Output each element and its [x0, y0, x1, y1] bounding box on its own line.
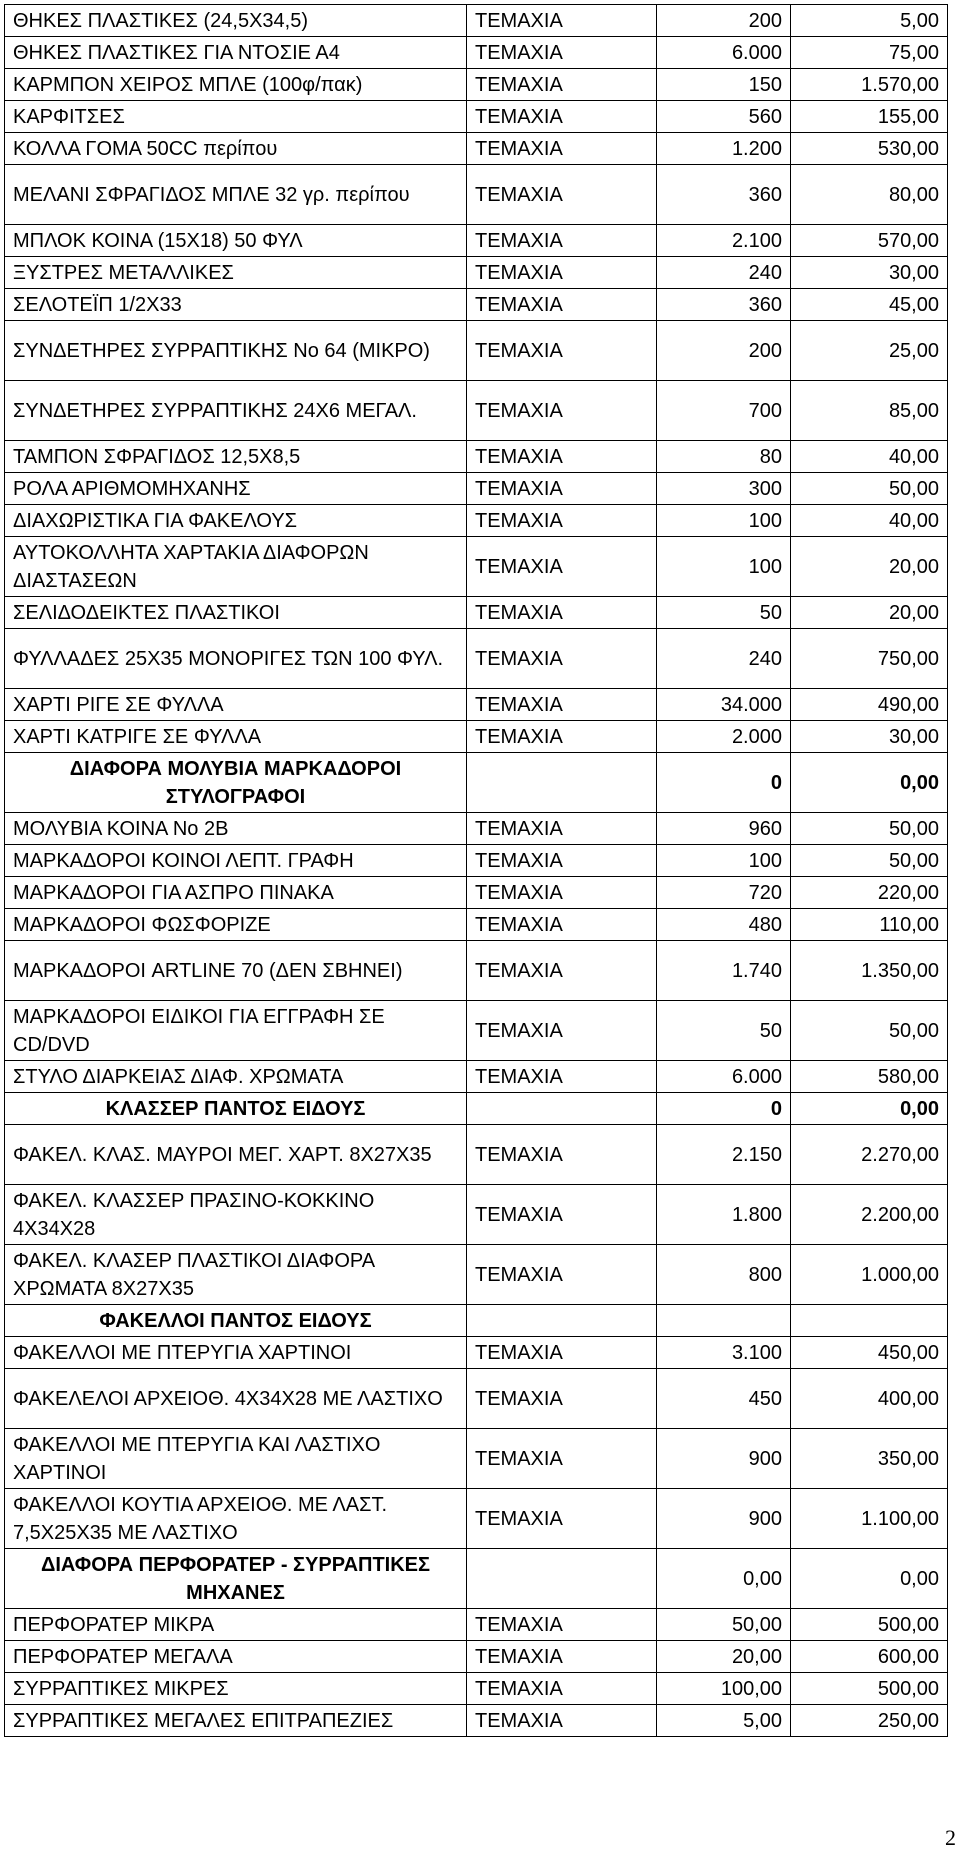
quantity-cell: 960 [657, 813, 791, 845]
quantity-cell: 20,00 [657, 1641, 791, 1673]
unit-cell [467, 1093, 657, 1125]
amount-cell: 1.100,00 [791, 1489, 948, 1549]
table-row [5, 5, 948, 37]
table-row [5, 721, 948, 753]
quantity-cell: 3.100 [657, 1337, 791, 1369]
table-row [5, 257, 948, 289]
item-description-cell: ΦΑΚΕΛ. ΚΛΑΣΣΕΡ ΠΡΑΣΙΝΟ-ΚΟΚΚΙΝΟ 4Χ34Χ28 [5, 1185, 467, 1245]
quantity-cell: 0 [657, 1093, 791, 1125]
unit-cell: ΤΕΜΑΧΙΑ [467, 257, 657, 289]
item-description-cell: ΣΥΡΡΑΠΤΙΚΕΣ ΜΕΓΑΛΕΣ ΕΠΙΤΡΑΠΕΖΙΕΣ [5, 1705, 467, 1737]
table-row [5, 1673, 948, 1705]
quantity-cell: 50,00 [657, 1609, 791, 1641]
quantity-cell: 1.200 [657, 133, 791, 165]
amount-cell: 2.270,00 [791, 1125, 948, 1185]
amount-cell: 220,00 [791, 877, 948, 909]
unit-cell: ΤΕΜΑΧΙΑ [467, 381, 657, 441]
quantity-cell: 0,00 [657, 1549, 791, 1609]
quantity-cell: 300 [657, 473, 791, 505]
amount-cell: 450,00 [791, 1337, 948, 1369]
quantity-cell: 80 [657, 441, 791, 473]
item-description-cell: ΤΑΜΠΟΝ ΣΦΡΑΓΙΔΟΣ 12,5Χ8,5 [5, 441, 467, 473]
item-description-cell: ΔΙΑΦΟΡΑ ΜΟΛΥΒΙΑ ΜΑΡΚΑΔΟΡΟΙ ΣΤΥΛΟΓΡΑΦΟΙ [5, 753, 467, 813]
unit-cell: ΤΕΜΑΧΙΑ [467, 225, 657, 257]
unit-cell: ΤΕΜΑΧΙΑ [467, 165, 657, 225]
item-description-cell: ΣΕΛΙΔΟΔΕΙΚΤΕΣ ΠΛΑΣΤΙΚΟΙ [5, 597, 467, 629]
quantity-cell: 480 [657, 909, 791, 941]
item-description-cell: ΞΥΣΤΡΕΣ ΜΕΤΑΛΛΙΚΕΣ [5, 257, 467, 289]
section-header-row [5, 1305, 948, 1337]
page-number: 2 [945, 1825, 956, 1850]
item-description-cell: ΑΥΤΟΚΟΛΛΗΤΑ ΧΑΡΤΑΚΙΑ ΔΙΑΦΟΡΩΝ ΔΙΑΣΤΑΣΕΩΝ [5, 537, 467, 597]
item-description-cell: ΘΗΚΕΣ ΠΛΑΣΤΙΚΕΣ ΓΙΑ ΝΤΟΣΙΕ Α4 [5, 37, 467, 69]
amount-cell: 75,00 [791, 37, 948, 69]
quantity-cell: 720 [657, 877, 791, 909]
item-description-cell: ΣΥΡΡΑΠΤΙΚΕΣ ΜΙΚΡΕΣ [5, 1673, 467, 1705]
item-description-cell: ΦΑΚΕΛΕΛΟΙ ΑΡΧΕΙΟΘ. 4Χ34Χ28 ΜΕ ΛΑΣΤΙΧΟ [5, 1369, 467, 1429]
unit-cell: ΤΕΜΑΧΙΑ [467, 1609, 657, 1641]
quantity-cell: 360 [657, 289, 791, 321]
table-row [5, 1061, 948, 1093]
amount-cell: 45,00 [791, 289, 948, 321]
item-description-cell: ΧΑΡΤΙ ΡΙΓΕ ΣΕ ΦΥΛΛΑ [5, 689, 467, 721]
amount-cell: 1.570,00 [791, 69, 948, 101]
amount-cell: 490,00 [791, 689, 948, 721]
quantity-cell: 2.150 [657, 1125, 791, 1185]
amount-cell: 20,00 [791, 597, 948, 629]
amount-cell: 0,00 [791, 1093, 948, 1125]
item-description-cell: ΜΕΛΑΝΙ ΣΦΡΑΓΙΔΟΣ ΜΠΛΕ 32 γρ. περίπου [5, 165, 467, 225]
quantity-cell: 1.740 [657, 941, 791, 1001]
quantity-cell: 100 [657, 505, 791, 537]
unit-cell [467, 1549, 657, 1609]
table-row [5, 473, 948, 505]
table-row [5, 37, 948, 69]
quantity-cell: 5,00 [657, 1705, 791, 1737]
amount-cell: 80,00 [791, 165, 948, 225]
table-row [5, 1429, 948, 1489]
unit-cell: ΤΕΜΑΧΙΑ [467, 813, 657, 845]
item-description-cell: ΣΥΝΔΕΤΗΡΕΣ ΣΥΡΡΑΠΤΙΚΗΣ 24Χ6 ΜΕΓΑΛ. [5, 381, 467, 441]
unit-cell: ΤΕΜΑΧΙΑ [467, 877, 657, 909]
quantity-cell: 450 [657, 1369, 791, 1429]
unit-cell: ΤΕΜΑΧΙΑ [467, 473, 657, 505]
item-description-cell: ΦΑΚΕΛ. ΚΛΑΣΕΡ ΠΛΑΣΤΙΚΟΙ ΔΙΑΦΟΡΑ ΧΡΩΜΑΤΑ 8Χ27Χ35 [5, 1245, 467, 1305]
quantity-cell: 200 [657, 321, 791, 381]
item-description-cell: ΚΑΡΦΙΤΣΕΣ [5, 101, 467, 133]
unit-cell: ΤΕΜΑΧΙΑ [467, 101, 657, 133]
section-header-row [5, 1093, 948, 1125]
unit-cell: ΤΕΜΑΧΙΑ [467, 689, 657, 721]
section-header-row [5, 1549, 948, 1609]
unit-cell: ΤΕΜΑΧΙΑ [467, 1125, 657, 1185]
amount-cell: 580,00 [791, 1061, 948, 1093]
item-description-cell: ΔΙΑΧΩΡΙΣΤΙΚΑ ΓΙΑ ΦΑΚΕΛΟΥΣ [5, 505, 467, 537]
unit-cell: ΤΕΜΑΧΙΑ [467, 133, 657, 165]
quantity-cell: 800 [657, 1245, 791, 1305]
item-description-cell: ΣΤΥΛΟ ΔΙΑΡΚΕΙΑΣ ΔΙΑΦ. ΧΡΩΜΑΤΑ [5, 1061, 467, 1093]
unit-cell: ΤΕΜΑΧΙΑ [467, 1061, 657, 1093]
item-description-cell: ΦΑΚΕΛΛΟΙ ΜΕ ΠΤΕΡΥΓΙΑ ΧΑΡΤΙΝΟΙ [5, 1337, 467, 1369]
table-row [5, 629, 948, 689]
item-description-cell: ΘΗΚΕΣ ΠΛΑΣΤΙΚΕΣ (24,5Χ34,5) [5, 5, 467, 37]
quantity-cell: 2.000 [657, 721, 791, 753]
amount-cell: 30,00 [791, 257, 948, 289]
unit-cell: ΤΕΜΑΧΙΑ [467, 289, 657, 321]
item-description-cell: ΠΕΡΦΟΡΑΤΕΡ ΜΙΚΡΑ [5, 1609, 467, 1641]
item-description-cell: ΠΕΡΦΟΡΑΤΕΡ ΜΕΓΑΛΑ [5, 1641, 467, 1673]
amount-cell: 2.200,00 [791, 1185, 948, 1245]
quantity-cell: 34.000 [657, 689, 791, 721]
unit-cell: ΤΕΜΑΧΙΑ [467, 1185, 657, 1245]
quantity-cell: 900 [657, 1489, 791, 1549]
quantity-cell: 200 [657, 5, 791, 37]
item-description-cell: ΦΑΚΕΛΛΟΙ ΚΟΥΤΙΑ ΑΡΧΕΙΟΘ. ΜΕ ΛΑΣΤ. 7,5Χ25Χ35 ΜΕ ΛΑΣΤΙΧΟ [5, 1489, 467, 1549]
unit-cell: ΤΕΜΑΧΙΑ [467, 1245, 657, 1305]
quantity-cell: 560 [657, 101, 791, 133]
quantity-cell: 100,00 [657, 1673, 791, 1705]
quantity-cell: 2.100 [657, 225, 791, 257]
unit-cell: ΤΕΜΑΧΙΑ [467, 505, 657, 537]
quantity-cell: 240 [657, 257, 791, 289]
item-description-cell: ΣΕΛΟΤΕΪΠ 1/2Χ33 [5, 289, 467, 321]
table-row [5, 1245, 948, 1305]
unit-cell [467, 1305, 657, 1337]
table-row [5, 597, 948, 629]
item-description-cell: ΜΑΡΚΑΔΟΡΟΙ ΦΩΣΦΟΡΙΖΕ [5, 909, 467, 941]
table-row [5, 1125, 948, 1185]
item-description-cell: ΜΟΛΥΒΙΑ ΚΟΙΝΑ Νο 2Β [5, 813, 467, 845]
item-description-cell: ΦΑΚΕΛΛΟΙ ΠΑΝΤΟΣ ΕΙΔΟΥΣ [5, 1305, 467, 1337]
unit-cell: ΤΕΜΑΧΙΑ [467, 1337, 657, 1369]
quantity-cell: 240 [657, 629, 791, 689]
amount-cell: 5,00 [791, 5, 948, 37]
table-row [5, 537, 948, 597]
quantity-cell: 150 [657, 69, 791, 101]
amount-cell: 155,00 [791, 101, 948, 133]
table-row [5, 133, 948, 165]
unit-cell: ΤΕΜΑΧΙΑ [467, 909, 657, 941]
amount-cell: 530,00 [791, 133, 948, 165]
table-row [5, 289, 948, 321]
amount-cell: 1.000,00 [791, 1245, 948, 1305]
unit-cell: ΤΕΜΑΧΙΑ [467, 845, 657, 877]
table-row [5, 441, 948, 473]
item-description-cell: ΦΑΚΕΛΛΟΙ ΜΕ ΠΤΕΡΥΓΙΑ ΚΑΙ ΛΑΣΤΙΧΟ ΧΑΡΤΙΝΟΙ [5, 1429, 467, 1489]
section-header-row [5, 753, 948, 813]
table-row [5, 941, 948, 1001]
table-row [5, 321, 948, 381]
unit-cell: ΤΕΜΑΧΙΑ [467, 321, 657, 381]
unit-cell: ΤΕΜΑΧΙΑ [467, 721, 657, 753]
unit-cell: ΤΕΜΑΧΙΑ [467, 5, 657, 37]
quantity-cell: 100 [657, 537, 791, 597]
quantity-cell: 50 [657, 1001, 791, 1061]
item-description-cell: ΚΑΡΜΠΟΝ ΧΕΙΡΟΣ ΜΠΛΕ (100φ/πακ) [5, 69, 467, 101]
amount-cell: 85,00 [791, 381, 948, 441]
item-description-cell: ΧΑΡΤΙ ΚΑΤΡΙΓΕ ΣΕ ΦΥΛΛΑ [5, 721, 467, 753]
amount-cell: 570,00 [791, 225, 948, 257]
table-row [5, 1641, 948, 1673]
item-description-cell: ΜΑΡΚΑΔΟΡΟΙ ΚΟΙΝΟΙ ΛΕΠΤ. ΓΡΑΦΗ [5, 845, 467, 877]
table-row [5, 165, 948, 225]
unit-cell: ΤΕΜΑΧΙΑ [467, 1489, 657, 1549]
unit-cell [467, 753, 657, 813]
supplies-table [4, 4, 948, 1737]
amount-cell: 40,00 [791, 505, 948, 537]
amount-cell: 0,00 [791, 1549, 948, 1609]
table-row [5, 1609, 948, 1641]
quantity-cell: 360 [657, 165, 791, 225]
item-description-cell: ΦΑΚΕΛ. ΚΛΑΣ. ΜΑΥΡΟΙ ΜΕΓ. ΧΑΡΤ. 8Χ27Χ35 [5, 1125, 467, 1185]
amount-cell: 50,00 [791, 473, 948, 505]
table-row [5, 1185, 948, 1245]
table-row [5, 69, 948, 101]
table-row [5, 225, 948, 257]
quantity-cell: 100 [657, 845, 791, 877]
item-description-cell: ΚΛΑΣΣΕΡ ΠΑΝΤΟΣ ΕΙΔΟΥΣ [5, 1093, 467, 1125]
table-row [5, 1489, 948, 1549]
item-description-cell: ΚΟΛΛΑ ΓΟΜΑ 50CC περίπου [5, 133, 467, 165]
amount-cell: 500,00 [791, 1609, 948, 1641]
unit-cell: ΤΕΜΑΧΙΑ [467, 941, 657, 1001]
unit-cell: ΤΕΜΑΧΙΑ [467, 597, 657, 629]
amount-cell: 50,00 [791, 845, 948, 877]
amount-cell: 500,00 [791, 1673, 948, 1705]
amount-cell: 25,00 [791, 321, 948, 381]
unit-cell: ΤΕΜΑΧΙΑ [467, 441, 657, 473]
quantity-cell: 1.800 [657, 1185, 791, 1245]
unit-cell: ΤΕΜΑΧΙΑ [467, 1001, 657, 1061]
table-row [5, 845, 948, 877]
table-row [5, 1369, 948, 1429]
table-row [5, 689, 948, 721]
unit-cell: ΤΕΜΑΧΙΑ [467, 1369, 657, 1429]
amount-cell: 0,00 [791, 753, 948, 813]
amount-cell: 110,00 [791, 909, 948, 941]
quantity-cell: 50 [657, 597, 791, 629]
amount-cell: 250,00 [791, 1705, 948, 1737]
unit-cell: ΤΕΜΑΧΙΑ [467, 1673, 657, 1705]
table-row [5, 909, 948, 941]
table-row [5, 1001, 948, 1061]
item-description-cell: ΜΠΛΟΚ ΚΟΙΝΑ (15Χ18) 50 ΦΥΛ [5, 225, 467, 257]
amount-cell: 750,00 [791, 629, 948, 689]
amount-cell: 600,00 [791, 1641, 948, 1673]
amount-cell: 30,00 [791, 721, 948, 753]
amount-cell: 50,00 [791, 1001, 948, 1061]
table-row [5, 381, 948, 441]
table-row [5, 505, 948, 537]
amount-cell: 50,00 [791, 813, 948, 845]
quantity-cell: 900 [657, 1429, 791, 1489]
item-description-cell: ΔΙΑΦΟΡΑ ΠΕΡΦΟΡΑΤΕΡ - ΣΥΡΡΑΠΤΙΚΕΣ ΜΗΧΑΝΕΣ [5, 1549, 467, 1609]
item-description-cell: ΜΑΡΚΑΔΟΡΟΙ ARTLINE 70 (ΔΕΝ ΣΒΗΝΕΙ) [5, 941, 467, 1001]
quantity-cell: 6.000 [657, 1061, 791, 1093]
amount-cell [791, 1305, 948, 1337]
amount-cell: 1.350,00 [791, 941, 948, 1001]
table-row [5, 1337, 948, 1369]
amount-cell: 20,00 [791, 537, 948, 597]
item-description-cell: ΦΥΛΛΑΔΕΣ 25Χ35 ΜΟΝΟΡΙΓΕΣ ΤΩΝ 100 ΦΥΛ. [5, 629, 467, 689]
item-description-cell: ΡΟΛΑ ΑΡΙΘΜΟΜΗΧΑΝΗΣ [5, 473, 467, 505]
table-row [5, 101, 948, 133]
table-row [5, 813, 948, 845]
item-description-cell: ΣΥΝΔΕΤΗΡΕΣ ΣΥΡΡΑΠΤΙΚΗΣ Νο 64 (ΜΙΚΡΟ) [5, 321, 467, 381]
table-row [5, 1705, 948, 1737]
unit-cell: ΤΕΜΑΧΙΑ [467, 629, 657, 689]
amount-cell: 40,00 [791, 441, 948, 473]
unit-cell: ΤΕΜΑΧΙΑ [467, 1641, 657, 1673]
unit-cell: ΤΕΜΑΧΙΑ [467, 1429, 657, 1489]
unit-cell: ΤΕΜΑΧΙΑ [467, 537, 657, 597]
amount-cell: 350,00 [791, 1429, 948, 1489]
amount-cell: 400,00 [791, 1369, 948, 1429]
item-description-cell: ΜΑΡΚΑΔΟΡΟΙ ΓΙΑ ΑΣΠΡΟ ΠΙΝΑΚΑ [5, 877, 467, 909]
supplies-table-body [5, 5, 948, 1737]
quantity-cell [657, 1305, 791, 1337]
item-description-cell: ΜΑΡΚΑΔΟΡΟΙ ΕΙΔΙΚΟΙ ΓΙΑ ΕΓΓΡΑΦΗ ΣΕ CD/DVD [5, 1001, 467, 1061]
quantity-cell: 700 [657, 381, 791, 441]
table-row [5, 877, 948, 909]
quantity-cell: 6.000 [657, 37, 791, 69]
unit-cell: ΤΕΜΑΧΙΑ [467, 37, 657, 69]
unit-cell: ΤΕΜΑΧΙΑ [467, 1705, 657, 1737]
quantity-cell: 0 [657, 753, 791, 813]
unit-cell: ΤΕΜΑΧΙΑ [467, 69, 657, 101]
